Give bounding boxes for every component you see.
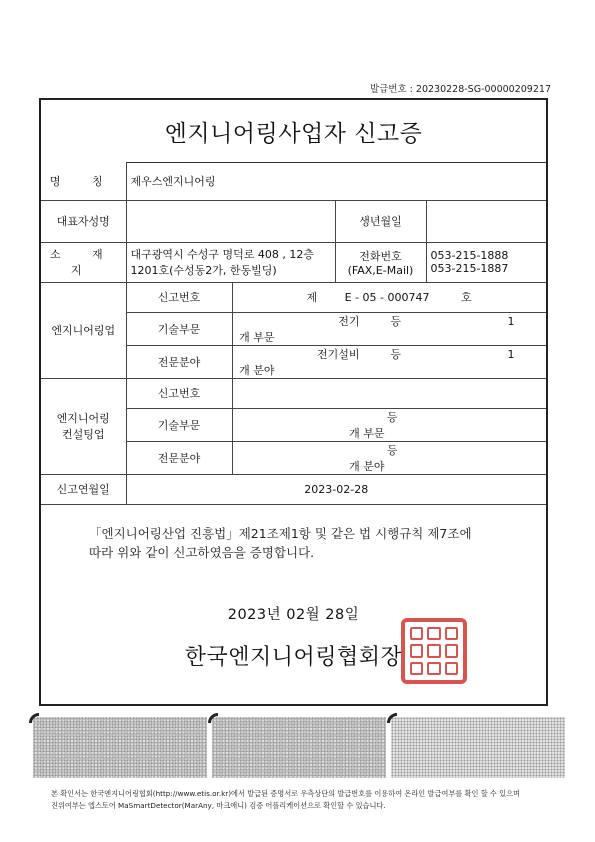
name-value: 제우스엔지니어링 bbox=[126, 162, 546, 200]
security-pattern-3 bbox=[391, 717, 565, 778]
table-row bbox=[41, 162, 546, 200]
rep-label: 대표자성명 bbox=[41, 200, 126, 242]
certificate-frame bbox=[39, 98, 548, 706]
tel-label: 전화번호 (FAX,E-Mail) bbox=[335, 242, 426, 282]
birth-value bbox=[426, 200, 546, 242]
verification-note: 본 확인서는 한국엔지니어링협회(http://www.etis.or.kr)에서 발급된 증명서로 우측상단의 발급번호를 이용하여 온라인 발급여부를 확인 할 수 있으며 진위여부는 엡스토어 MaSmartDetector(MarAny, 마크애니) 검증 어플리케이션으로 확인할 수 있습니다. bbox=[51, 789, 520, 810]
address-line: 1201호(수성동2가, 한동빌딩) bbox=[130, 264, 277, 277]
report-date-label: 신고연월일 bbox=[41, 474, 126, 504]
security-pattern-2 bbox=[212, 717, 386, 778]
eng-tech-label: 기술부문 bbox=[126, 312, 232, 345]
security-pattern-1 bbox=[33, 717, 207, 778]
eng-report-no-label: 신고번호 bbox=[126, 282, 232, 312]
document-title: 엔지니어링사업자 신고증 bbox=[41, 100, 546, 163]
con-report-no-value bbox=[232, 378, 546, 408]
tel-value: 053-215-1888 053-215-1887 bbox=[426, 242, 546, 282]
address-value bbox=[126, 242, 335, 282]
consulting-group-label: 엔지니어링 컨설팅업 bbox=[41, 378, 126, 474]
table-row bbox=[41, 474, 546, 504]
birth-label: 생년월일 bbox=[335, 200, 426, 242]
eng-field-label: 전문분야 bbox=[126, 345, 232, 378]
issuer-name: 한국엔지니어링협회장 bbox=[184, 645, 403, 670]
table-row bbox=[41, 200, 546, 242]
table-row bbox=[41, 282, 546, 312]
table-row bbox=[41, 378, 546, 408]
address-line: 대구광역시 수성구 명덕로 408 , 12층 bbox=[130, 248, 314, 261]
con-tech-value: 등 개 부문 bbox=[232, 408, 546, 441]
eng-tech-value: 전기 등 1 개 부문 bbox=[232, 312, 546, 345]
con-tech-label: 기술부문 bbox=[126, 408, 232, 441]
con-field-value: 등 개 분야 bbox=[232, 441, 546, 474]
table-row bbox=[41, 242, 546, 282]
eng-field-value: 전기설비 등 1 개 분야 bbox=[232, 345, 546, 378]
issue-date: 2023년 02월 28일 bbox=[227, 607, 360, 623]
registration-table bbox=[41, 162, 546, 505]
official-seal-stamp bbox=[401, 618, 467, 684]
engineering-group-label: 엔지니어링업 bbox=[41, 282, 126, 378]
certification-statement: 「엔지니어링산업 진흥법」제21조제1항 및 같은 법 시행규칙 제7조에 따라 위와 같이 신고하였음을 증명합니다. bbox=[89, 526, 472, 560]
address-label: 소 재 지 bbox=[41, 242, 126, 282]
con-report-no-label: 신고번호 bbox=[126, 378, 232, 408]
report-date-value: 2023-02-28 bbox=[126, 474, 546, 504]
rep-value bbox=[126, 200, 335, 242]
eng-report-no-value: 제 E - 05 - 000747 호 bbox=[232, 282, 546, 312]
issue-number: 발급번호 : 20230228-SG-00000209217 bbox=[369, 84, 551, 95]
con-field-label: 전문분야 bbox=[126, 441, 232, 474]
name-label: 명 칭 bbox=[41, 162, 126, 200]
